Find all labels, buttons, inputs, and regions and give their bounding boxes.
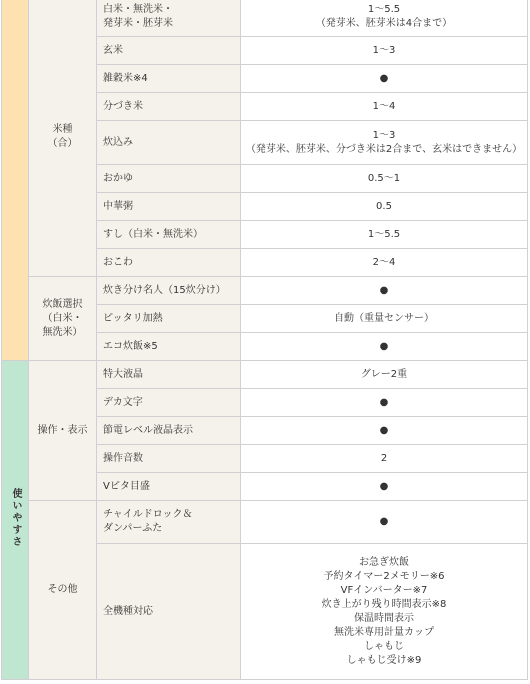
value-text: 2～4 [372,256,396,268]
value-text: ● [379,284,389,296]
value-text: ● [379,516,389,527]
feature-cell [97,389,241,417]
table-row [2,361,528,389]
value-text: 1～4 [372,100,396,112]
feature-cell [97,544,241,680]
value-cell [241,361,528,389]
value-cell [241,165,528,193]
feature-label: おかゆ [103,172,133,184]
value-cell [241,544,528,680]
value-text: グレー2重 [360,368,408,380]
value-text: VFインバーター※7 [340,584,428,596]
value-cell [241,501,528,544]
feature-cell [97,37,241,65]
subgroup-rice-type: 米種 （合） [29,0,97,277]
feature-cell [97,65,241,93]
value-text: 1～3 [372,129,396,141]
category-ease-of-use: 使いやすさ [2,361,29,680]
value-text: ● [379,396,389,408]
feature-label: 炊込み [103,136,133,148]
value-text: （発芽米、胚芽米、分づき米は2合まで、玄米はできません） [245,143,523,155]
value-cell [241,445,528,473]
value-cell [241,473,528,501]
value-text: 予約タイマー2メモリー※6 [323,570,445,582]
value-text: 1～5.5 [367,4,401,15]
value-cell [241,93,528,121]
value-text: ● [379,424,389,436]
feature-label: おこわ [103,256,133,268]
feature-label: 中華粥 [103,200,133,212]
feature-label: 玄米 [103,44,123,56]
value-text: ● [379,480,389,492]
value-text: 自動（重量センサー） [334,312,434,324]
value-cell [241,277,528,305]
feature-label: ピッタリ加熱 [103,312,163,324]
feature-label: 操作音数 [103,452,143,464]
feature-label: ダンパーふた [103,523,163,534]
feature-cell [97,473,241,501]
feature-cell [97,121,241,165]
feature-label: 白米・無洗米・ [103,4,173,15]
value-cell [241,37,528,65]
spec-table [1,0,528,680]
value-text: 1～3 [372,44,396,56]
feature-label: 雑穀米※4 [103,72,148,84]
feature-label: デカ文字 [103,396,143,408]
feature-label: 炊き分け名人（15炊分け） [103,284,226,296]
feature-label: 分づき米 [103,100,143,112]
subgroup-other: その他 [29,501,97,680]
value-cell [241,333,528,361]
value-cell [241,249,528,277]
value-text: 保温時間表示 [354,612,414,624]
feature-cell [97,249,241,277]
feature-cell [97,221,241,249]
feature-cell [97,333,241,361]
value-cell [241,193,528,221]
feature-cell [97,417,241,445]
feature-label: 全機種対応 [103,605,153,617]
feature-label: すし（白米・無洗米） [103,228,203,240]
feature-label: エコ炊飯※5 [103,340,158,352]
feature-cell [97,277,241,305]
value-cell [241,305,528,333]
table-row [2,277,528,305]
value-text: 無洗米専用計量カップ [334,626,434,638]
feature-cell [97,361,241,389]
feature-cell [97,93,241,121]
value-text: ● [379,340,389,352]
value-text: 2 [380,452,388,464]
feature-cell [97,445,241,473]
feature-cell [97,193,241,221]
value-cell [241,121,528,165]
value-cell [241,0,528,37]
category-cell-top [2,0,29,361]
value-text: しゃもじ [364,640,404,652]
feature-label: 節電レベル液晶表示 [103,424,193,436]
value-text: しゃもじ受け※9 [346,654,422,666]
feature-cell [97,165,241,193]
value-cell [241,417,528,445]
value-text: 炊き上がり残り時間表示※8 [321,598,447,610]
table-row [2,501,528,544]
feature-label: Vピタ目盛 [103,480,150,492]
feature-label: 特大液晶 [103,368,143,380]
feature-label: 発芽米・胚芽米 [103,18,173,29]
value-text: ● [379,72,389,84]
feature-cell [97,501,241,544]
value-text: 0.5～1 [367,172,401,184]
subgroup-cooking-select: 炊飯選択 （白米・ 無洗米） [29,277,97,361]
feature-label: チャイルドロック＆ [103,509,193,520]
table-row [2,0,528,37]
value-cell [241,65,528,93]
value-cell [241,389,528,417]
feature-cell [97,0,241,37]
subgroup-operation-display: 操作・表示 [29,361,97,501]
value-text: （発芽米、胚芽米は4合まで） [315,18,453,29]
value-text: 0.5 [376,200,392,212]
feature-cell [97,305,241,333]
value-text: 1～5.5 [367,228,401,240]
value-text: お急ぎ炊飯 [359,556,409,568]
value-cell [241,221,528,249]
